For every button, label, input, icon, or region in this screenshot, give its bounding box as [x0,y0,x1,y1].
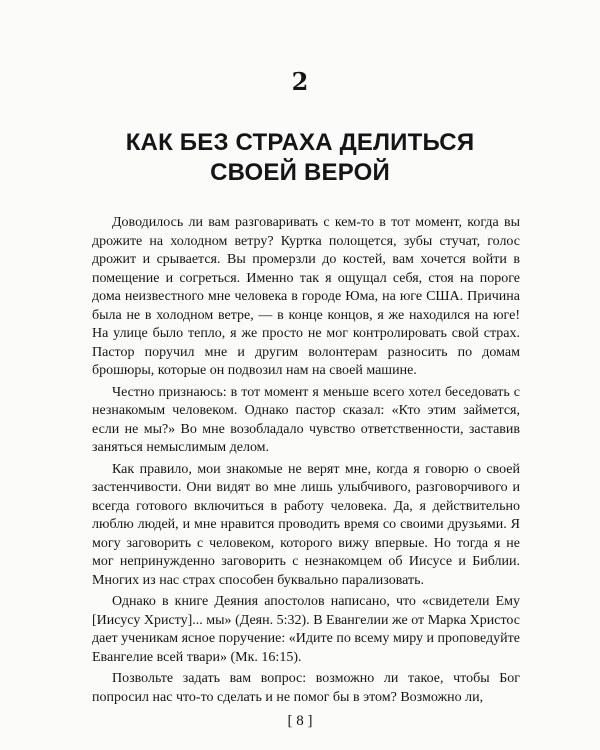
paragraph: Как правило, мои знакомые не верят мне, когда я говорю о своей застенчивости. Они видят во мне лишь улыбчивого, разговорчивого и всегда готового включиться в работу человека. Да, я действительно люблю людей, и мне нравится проводить время со своими друзьями. Я могу заговорить с человеком, которого вижу впервые. Но тогда я не мог непринужденно заговорить с незнакомцем об Иисусе и Библии. Многих из нас страх способен буквально парализовать. [92,461,520,588]
paragraph: Однако в книге Деяния апостолов написано, что «свидетели Ему [Иисусу Христу]... мы» (Деян. 5:32). В Евангелии же от Марка Христос дает ученикам ясное поручение: «Идите по всему миру и проповедуйте Евангелие всей твари» (Мк. 16:15). [92,594,520,665]
chapter-title [0,128,600,188]
page-number: [ 8 ] [287,713,313,729]
body-text [92,214,520,710]
paragraph: Позвольте задать вам вопрос: возможно ли такое, чтобы Бог попросил нас что-то сделать и не помог бы в этом? Возможно ли, [92,671,520,705]
chapter-title-line-1: КАК БЕЗ СТРАХА ДЕЛИТЬСЯ [125,129,475,156]
paragraph: Честно признаюсь: в тот момент я меньше всего хотел беседовать с незнакомым человеком. Однако пастор сказал: «Кто этим займется, если не мы?» Во мне возобладало чувство ответственности, заставив заняться немыслимым делом. [92,384,520,455]
paragraph: Доводилось ли вам разговаривать с кем-то в тот момент, когда вы дрожите на холодном ветру? Куртка полощется, зубы стучат, голос дрожит и срывается. Вы промерзли до костей, вам хочется войти в помещение и согреться. Именно так я ощущал себя, стоя на пороге дома неизвестного мне человека в городе Юма, на юге США. Причина была не в холодном ветре, — в конце концов, я же находился на юге! На улице было тепло, я же просто не мог контролировать свой страх. Пастор поручил мне и другим волонтерам разносить по домам брошюры, которые он подвозил нам на своей машине. [92,215,520,378]
chapter-number: 2 [291,67,309,96]
chapter-title-line-2: СВОЕЙ ВЕРОЙ [210,159,390,186]
